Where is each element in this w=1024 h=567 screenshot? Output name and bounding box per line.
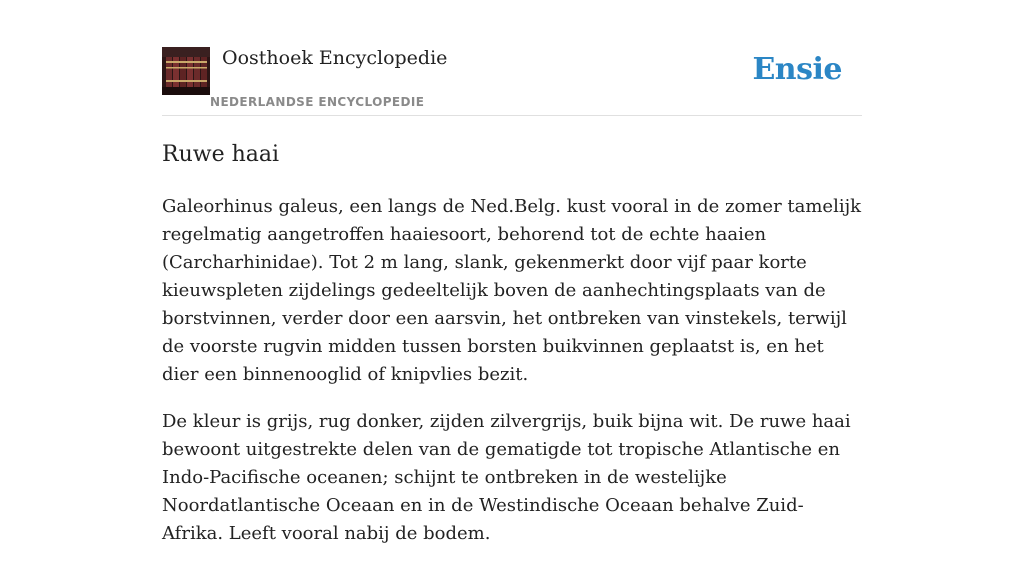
encyclopedia-books-icon[interactable] xyxy=(162,47,210,95)
article-title: Ruwe haai xyxy=(162,142,280,167)
article-body xyxy=(162,193,862,567)
site-name[interactable]: Oosthoek Encyclopedie xyxy=(222,47,448,69)
site-header xyxy=(162,46,862,116)
article-paragraph: Galeorhinus galeus, een langs de Ned.Belg. kust vooral in de zomer tamelijk regelmatig aangetroffen haaiesoort, behorend tot de echte haaien (Carcharhinidae). Tot 2 m lang, slank, gekenmerkt door vijf paar korte kieuwspleten zijdelings gedeeltelijk boven de aanhechtingsplaats van de borstvinnen, verder door een aarsvin, het ontbreken van vinstekels, terwijl de voorste rugvin midden tussen borsten buikvinnen geplaatst is, en het dier een binnenooglid of knipvlies bezit. xyxy=(162,196,862,385)
brand-logo[interactable]: Ensie xyxy=(752,52,842,87)
site-subtitle: NEDERLANDSE ENCYCLOPEDIE xyxy=(210,95,425,109)
article-paragraph: De kleur is grijs, rug donker, zijden zilvergrijs, buik bijna wit. De ruwe haai bewoont uitgestrekte delen van de gematigde tot tropische Atlantische en Indo-Pacifische oceanen; schijnt te ontbreken in de westelijke Noordatlantische Oceaan en in de Westindische Oceaan behalve Zuid-Afrika. Leeft vooral nabij de bodem. xyxy=(162,411,851,544)
